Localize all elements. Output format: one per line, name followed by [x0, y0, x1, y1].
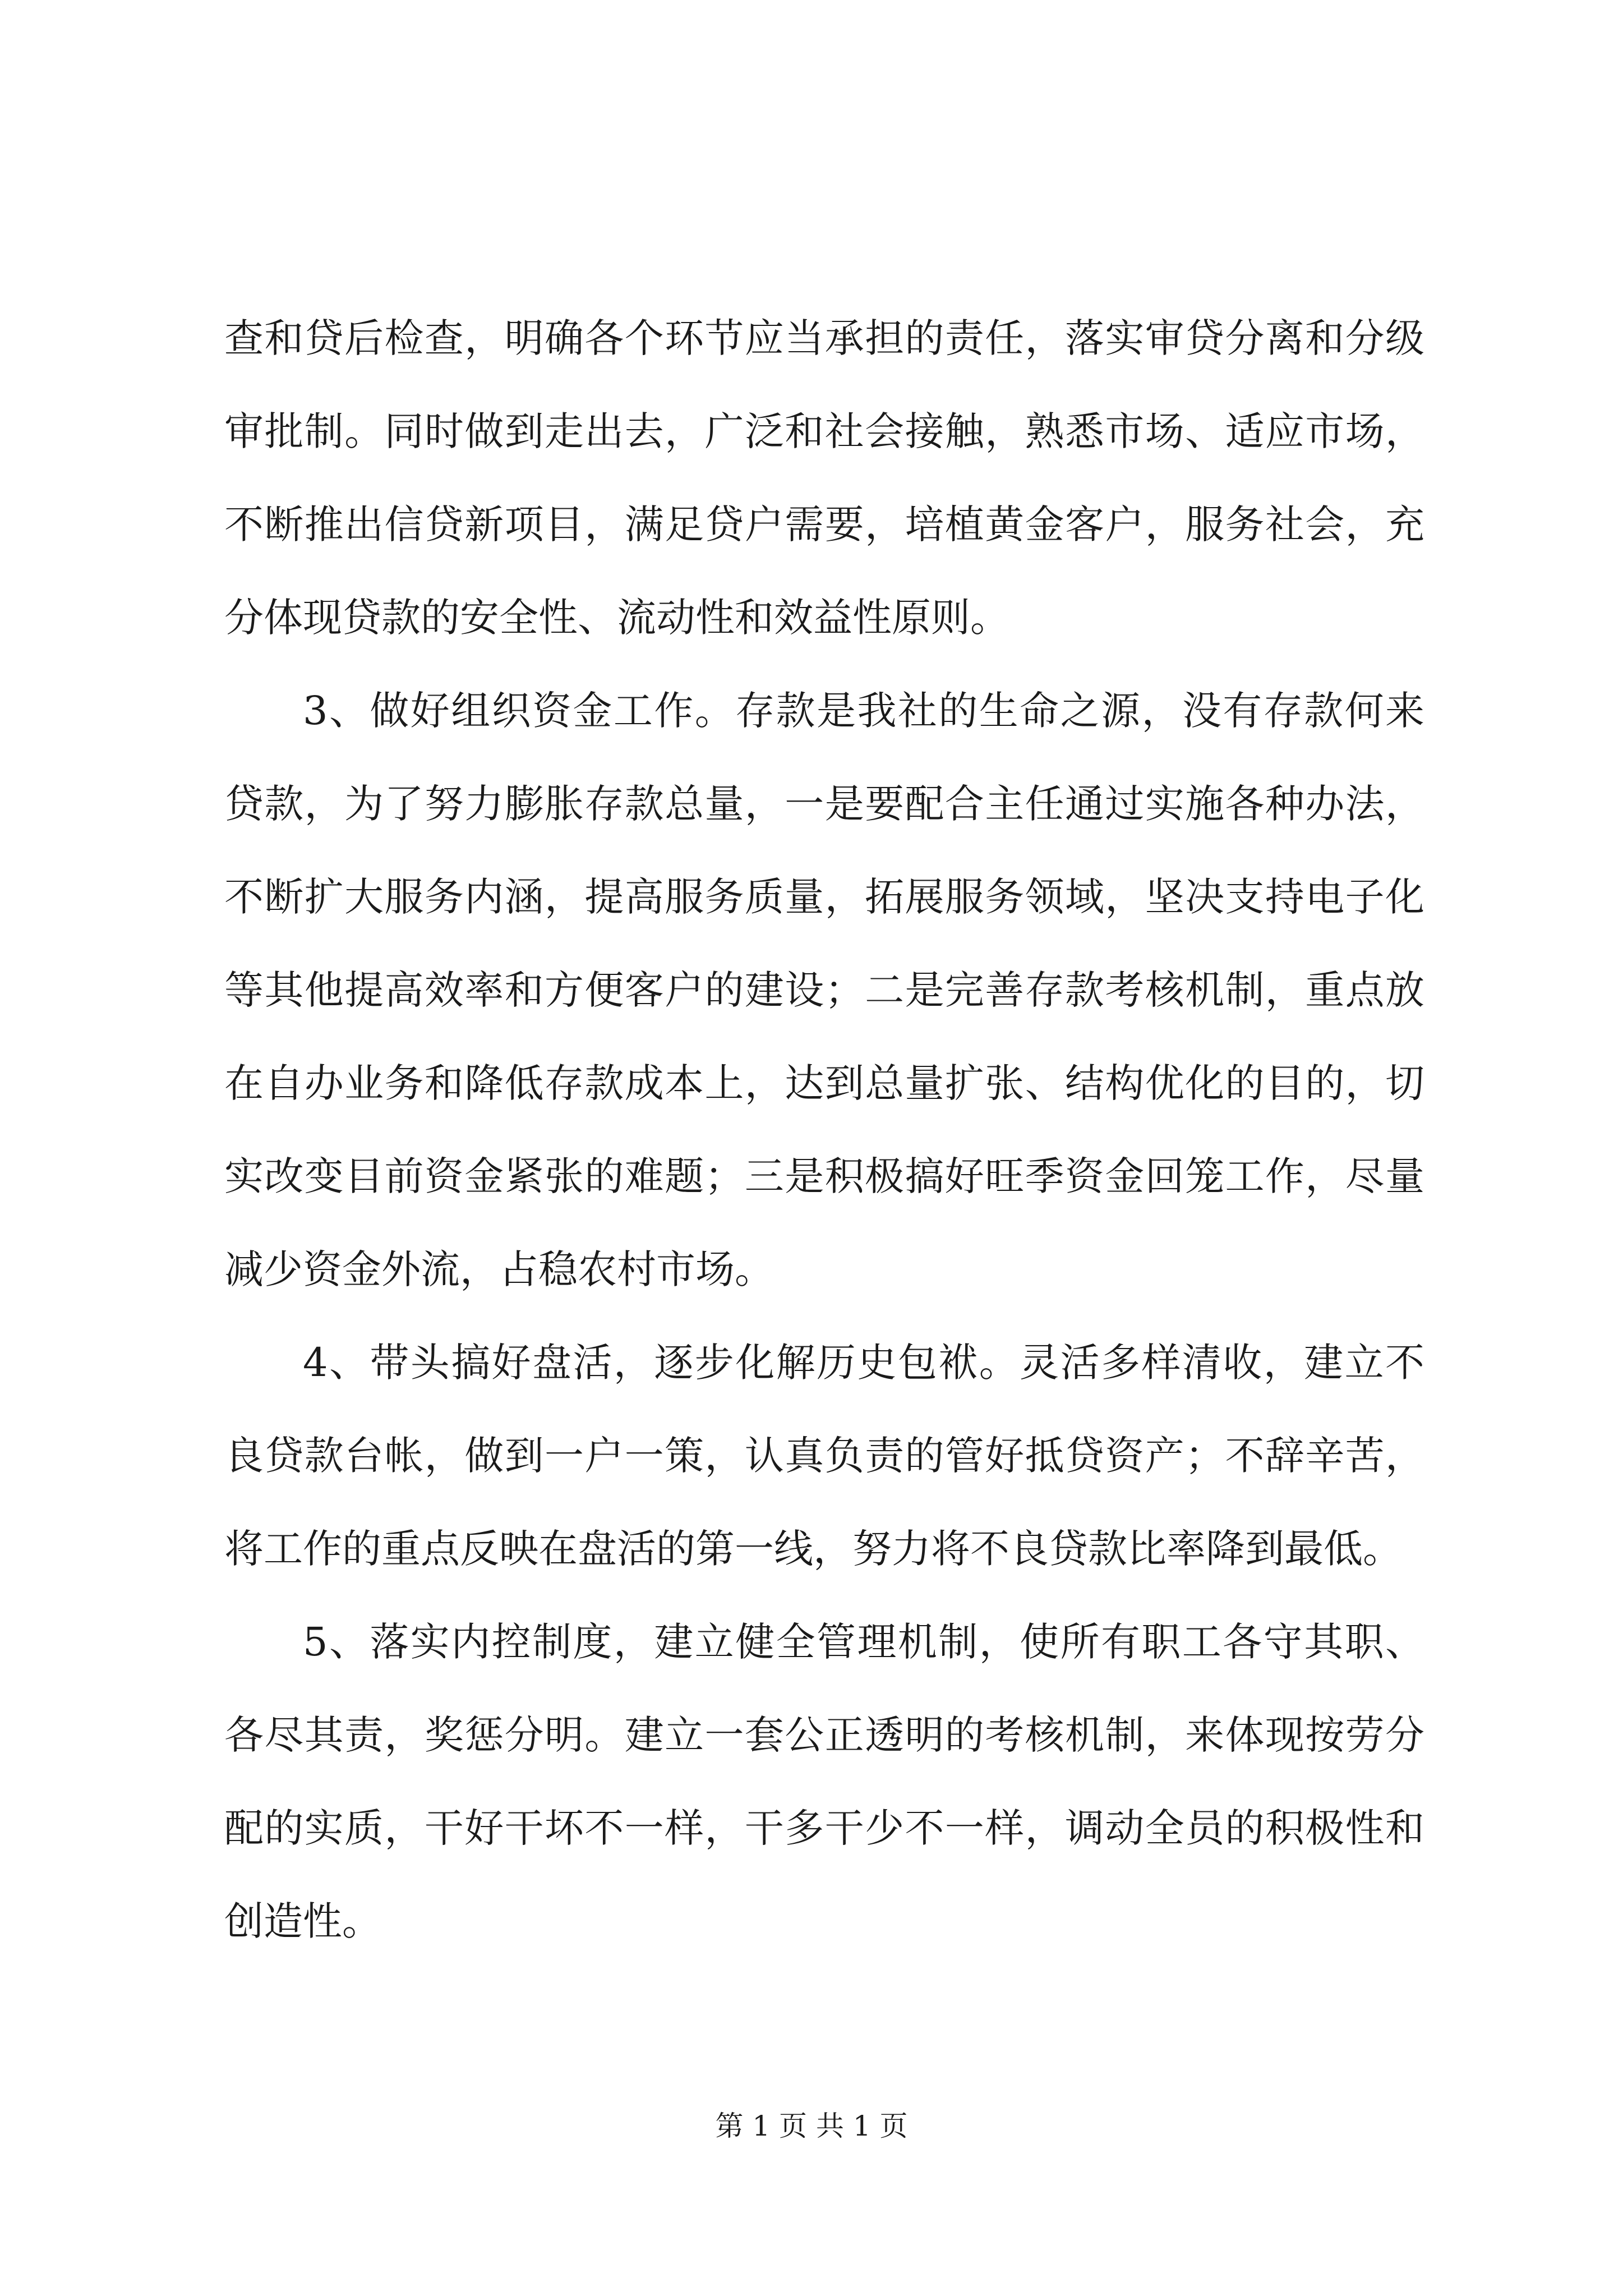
document-body — [224, 292, 1424, 1968]
paragraph-item-5: 5、落实内控制度，建立健全管理机制，使所有职工各守其职、各尽其责，奖惩分明。建立一套公正透明的考核机制，来体现按劳分配的实质，干好干坏不一样，干多干少不一样，调动全员的积极性和创造性。 — [224, 1619, 1424, 1944]
paragraph-continuation: 查和贷后检查，明确各个环节应当承担的责任，落实审贷分离和分级审批制。同时做到走出去，广泛和社会接触，熟悉市场、适应市场，不断推出信贷新项目，满足贷户需要，培植黄金客户，服务社会，充分体现贷款的安全性、流动性和效益性原则。 — [224, 315, 1424, 641]
paragraph-item-3: 3、做好组织资金工作。存款是我社的生命之源，没有存款何来贷款，为了努力膨胀存款总量，一是要配合主任通过实施各种办法，不断扩大服务内涵，提高服务质量，拓展服务领域，坚决支持电子化等其他提高效率和方便客户的建设；二是完善存款考核机制，重点放在自办业务和降低存款成本上，达到总量扩张、结构优化的目的，切实改变目前资金紧张的难题；三是积极搞好旺季资金回笼工作，尽量减少资金外流，占稳农村市场。 — [224, 688, 1424, 1292]
page-footer: 第 1 页 共 1 页 — [715, 2110, 908, 2142]
paragraph-item-4: 4、带头搞好盘活，逐步化解历史包袱。灵活多样清收，建立不良贷款台帐，做到一户一策，认真负责的管好抵贷资产；不辞辛苦，将工作的重点反映在盘活的第一线，努力将不良贷款比率降到最低。 — [224, 1340, 1424, 1572]
